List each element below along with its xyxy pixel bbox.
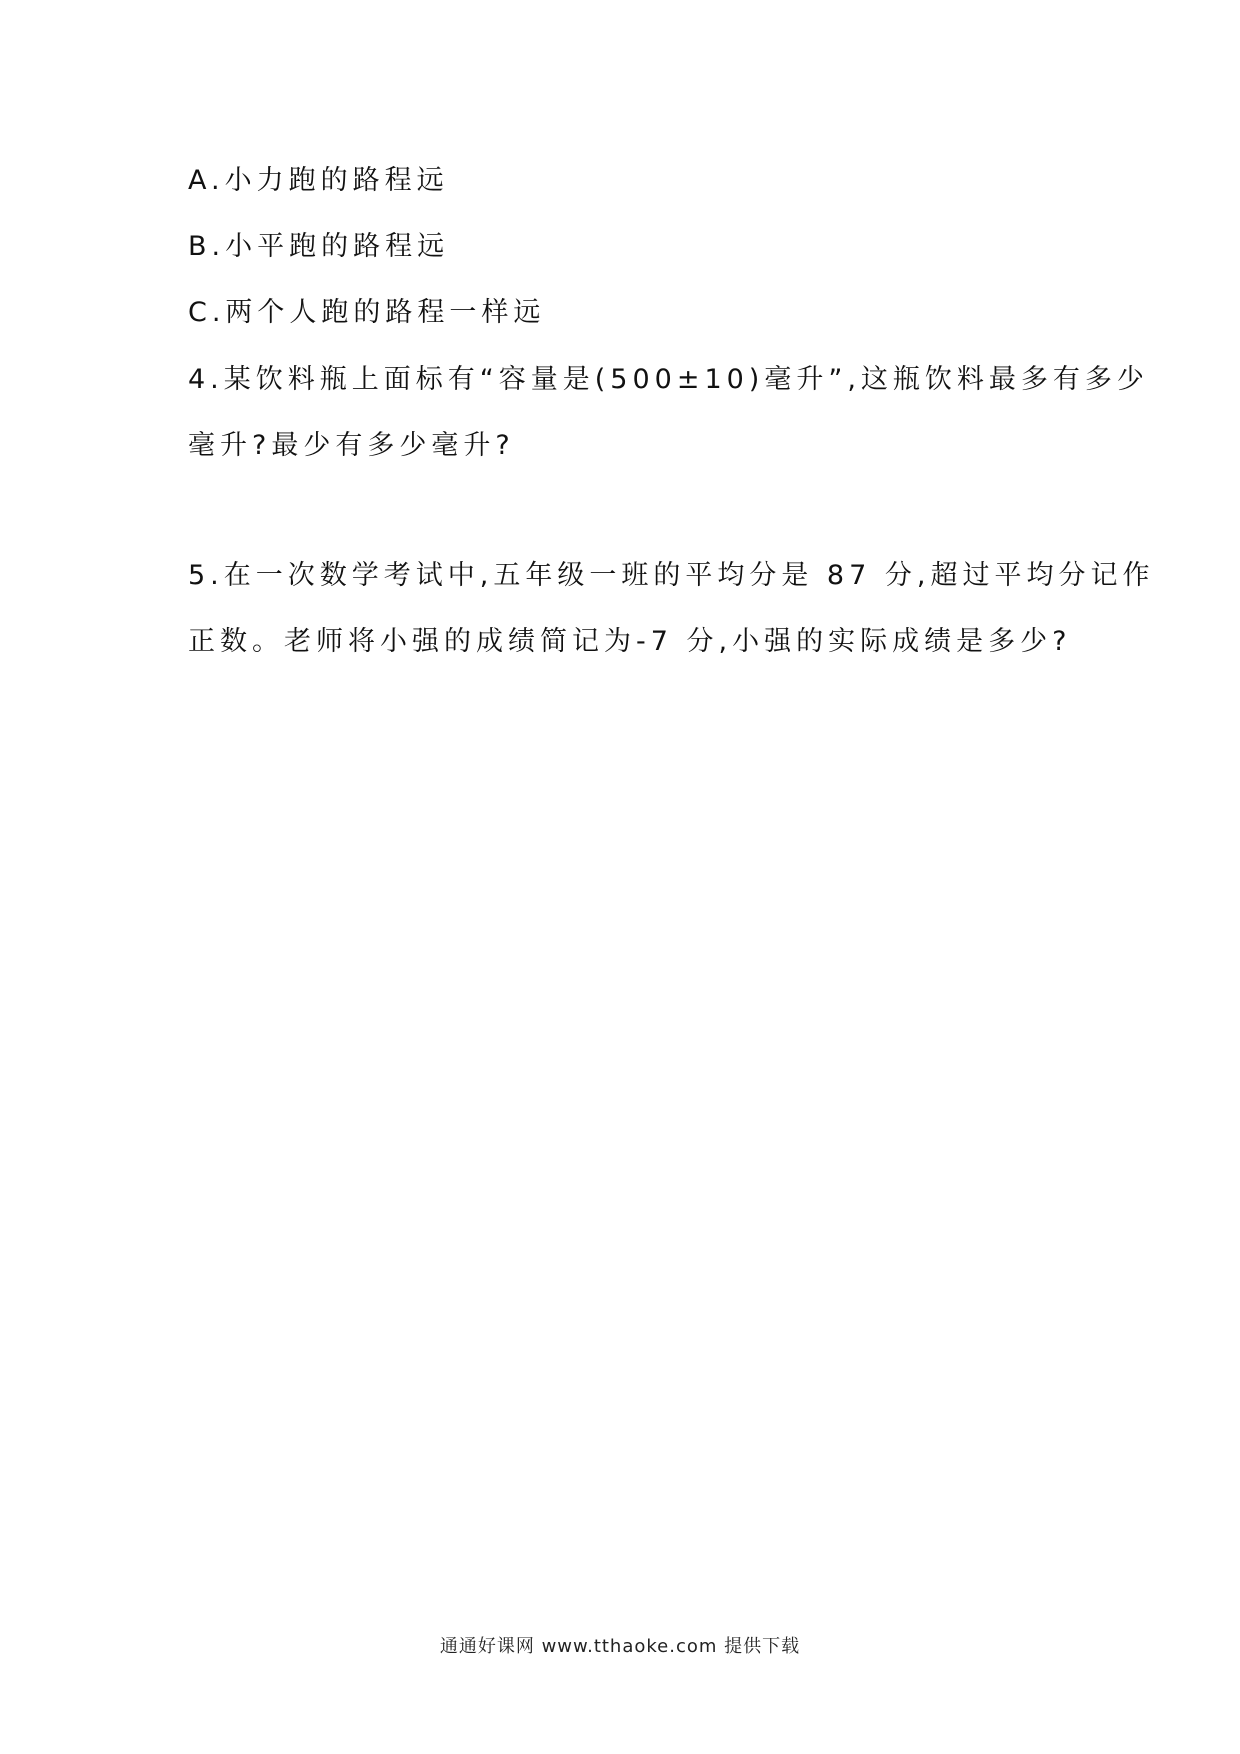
question-5-line-1: 5.在一次数学考试中,五年级一班的平均分是 87 分,超过平均分记作 bbox=[188, 560, 1155, 591]
question-4-line-1: 4.某饮料瓶上面标有“容量是(500±10)毫升”,这瓶饮料最多有多少 bbox=[188, 364, 1149, 395]
question-4-line-2: 毫升?最少有多少毫升? bbox=[188, 430, 515, 461]
question-5-line-2: 正数。老师将小强的成绩简记为-7 分,小强的实际成绩是多少? bbox=[188, 626, 1072, 657]
option-c: C.两个人跑的路程一样远 bbox=[188, 297, 546, 328]
footer-source-text: 通通好课网 www.tthaoke.com 提供下载 bbox=[439, 1636, 801, 1657]
option-b: B.小平跑的路程远 bbox=[188, 231, 450, 262]
option-a: A.小力跑的路程远 bbox=[188, 165, 449, 196]
